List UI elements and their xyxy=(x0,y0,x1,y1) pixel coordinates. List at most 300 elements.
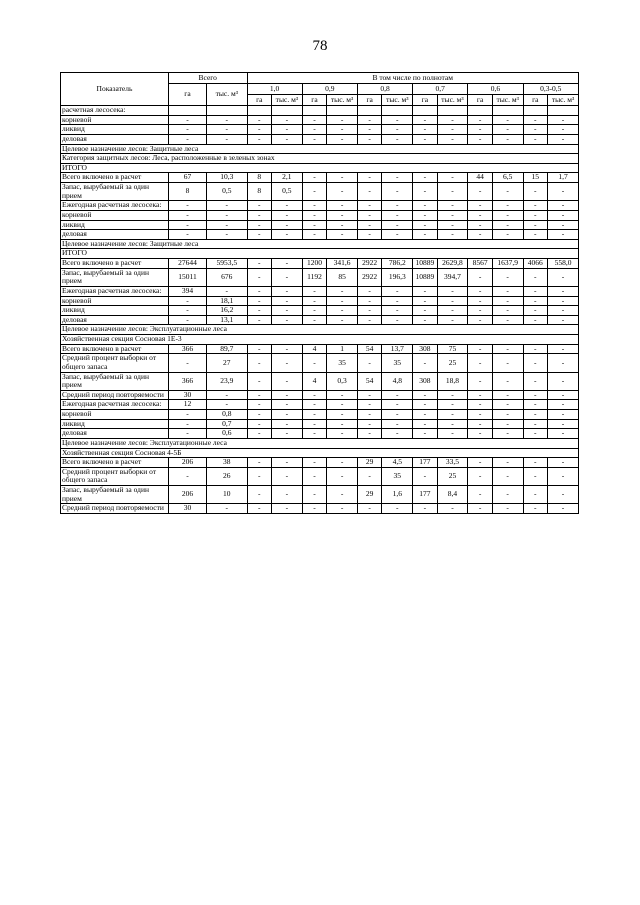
cell-value: - xyxy=(468,372,493,390)
cell-value: - xyxy=(523,410,548,420)
cell-value: - xyxy=(382,306,413,316)
row-label: ликвид xyxy=(61,419,169,429)
table-row xyxy=(61,286,579,296)
cell-value: 1 xyxy=(327,344,358,354)
cell-value: - xyxy=(382,201,413,211)
table-row xyxy=(61,486,579,504)
cell-value: - xyxy=(327,467,358,485)
cell-value: - xyxy=(168,115,206,125)
cell-value: 75 xyxy=(437,344,468,354)
cell-value: - xyxy=(492,115,523,125)
cell-value: - xyxy=(357,230,382,240)
cell-value: 67 xyxy=(168,173,206,183)
section-row xyxy=(61,249,579,259)
cell-value: - xyxy=(272,419,303,429)
cell-value: 2922 xyxy=(357,259,382,269)
cell-value: - xyxy=(207,201,247,211)
row-label: Ежегодная расчетная лесосека: xyxy=(61,286,169,296)
cell-value: - xyxy=(247,201,272,211)
cell-value: - xyxy=(272,115,303,125)
cell-value: - xyxy=(413,115,438,125)
cell-value: - xyxy=(523,372,548,390)
cell-value: 2629,8 xyxy=(437,259,468,269)
cell-value: 308 xyxy=(413,344,438,354)
section-title: ИТОГО xyxy=(61,163,579,173)
table-row xyxy=(61,210,579,220)
table-row xyxy=(61,106,579,116)
cell-value: - xyxy=(413,134,438,144)
cell-value: 2922 xyxy=(357,268,382,286)
header-density: 0,6 xyxy=(468,84,523,95)
cell-value: - xyxy=(327,230,358,240)
cell-value: - xyxy=(492,504,523,514)
cell-value: 10 xyxy=(207,486,247,504)
cell-value: - xyxy=(207,286,247,296)
table-row xyxy=(61,306,579,316)
section-title: Хозяйственная секция Сосновая 1Е-3 xyxy=(61,335,579,345)
cell-value: - xyxy=(437,201,468,211)
cell-value: 8 xyxy=(247,173,272,183)
cell-value: - xyxy=(302,354,327,372)
cell-value: - xyxy=(382,286,413,296)
cell-value: 177 xyxy=(413,458,438,468)
cell-value: - xyxy=(357,315,382,325)
cell-value: - xyxy=(492,210,523,220)
row-label: Всего включено в расчет xyxy=(61,259,169,269)
cell-value: - xyxy=(272,410,303,420)
cell-value: - xyxy=(382,220,413,230)
cell-value: - xyxy=(327,504,358,514)
cell-value: - xyxy=(382,296,413,306)
cell-value: - xyxy=(523,400,548,410)
cell-value: - xyxy=(272,306,303,316)
cell-value: - xyxy=(413,230,438,240)
cell-value: - xyxy=(357,467,382,485)
cell-value: - xyxy=(302,419,327,429)
cell-value: - xyxy=(168,230,206,240)
cell-value: - xyxy=(327,315,358,325)
cell-value: - xyxy=(247,410,272,420)
cell-value: - xyxy=(247,458,272,468)
cell-value: - xyxy=(437,134,468,144)
table-header xyxy=(61,73,579,106)
cell-value: 1192 xyxy=(302,268,327,286)
header-density: 0,8 xyxy=(357,84,412,95)
cell-value xyxy=(327,106,358,116)
cell-value xyxy=(523,106,548,116)
cell-value: 13,7 xyxy=(382,344,413,354)
cell-value: - xyxy=(437,306,468,316)
cell-value: - xyxy=(468,419,493,429)
cell-value: - xyxy=(548,115,579,125)
cell-value: - xyxy=(327,458,358,468)
cell-value: 30 xyxy=(168,390,206,400)
cell-value: 27644 xyxy=(168,259,206,269)
cell-value: - xyxy=(382,504,413,514)
cell-value: - xyxy=(302,486,327,504)
cell-value: - xyxy=(302,230,327,240)
section-row xyxy=(61,144,579,154)
cell-value: 0,3 xyxy=(327,372,358,390)
header-unit-ha: га xyxy=(302,95,327,106)
cell-value: 8 xyxy=(247,183,272,201)
cell-value: - xyxy=(382,115,413,125)
cell-value: - xyxy=(413,400,438,410)
cell-value: - xyxy=(468,315,493,325)
cell-value: - xyxy=(302,210,327,220)
cell-value: 6,5 xyxy=(492,173,523,183)
cell-value: - xyxy=(168,210,206,220)
cell-value: - xyxy=(327,115,358,125)
cell-value: - xyxy=(548,125,579,135)
cell-value: 15011 xyxy=(168,268,206,286)
cell-value: - xyxy=(548,306,579,316)
cell-value: - xyxy=(302,134,327,144)
cell-value: - xyxy=(382,183,413,201)
row-label: расчетная лесосека: xyxy=(61,106,169,116)
cell-value xyxy=(468,106,493,116)
cell-value: - xyxy=(272,315,303,325)
cell-value: - xyxy=(492,419,523,429)
cell-value: - xyxy=(247,220,272,230)
cell-value: - xyxy=(302,201,327,211)
cell-value: - xyxy=(272,372,303,390)
cell-value: 33,5 xyxy=(437,458,468,468)
cell-value: - xyxy=(492,400,523,410)
header-total-m3: тыс. м³ xyxy=(207,84,247,106)
cell-value: - xyxy=(492,429,523,439)
table-row xyxy=(61,115,579,125)
cell-value: - xyxy=(327,390,358,400)
cell-value: - xyxy=(247,210,272,220)
cell-value: 8 xyxy=(168,183,206,201)
cell-value: - xyxy=(247,230,272,240)
cell-value: - xyxy=(272,125,303,135)
cell-value: - xyxy=(327,173,358,183)
cell-value: - xyxy=(437,315,468,325)
header-density: 1,0 xyxy=(247,84,302,95)
cell-value: - xyxy=(327,125,358,135)
cell-value: 4,5 xyxy=(382,458,413,468)
cell-value: - xyxy=(382,410,413,420)
cell-value: - xyxy=(548,268,579,286)
row-label: Запас, вырубаемый за один прием xyxy=(61,372,169,390)
cell-value: - xyxy=(468,344,493,354)
table-row xyxy=(61,296,579,306)
cell-value: - xyxy=(523,467,548,485)
cell-value: - xyxy=(468,306,493,316)
cell-value: 35 xyxy=(382,354,413,372)
cell-value: - xyxy=(327,210,358,220)
row-label: Ежегодная расчетная лесосека: xyxy=(61,400,169,410)
cell-value: - xyxy=(247,134,272,144)
cell-value: - xyxy=(272,268,303,286)
cell-value: - xyxy=(468,504,493,514)
cell-value: 13,1 xyxy=(207,315,247,325)
cell-value: 12 xyxy=(168,400,206,410)
cell-value: - xyxy=(327,286,358,296)
cell-value: - xyxy=(492,183,523,201)
cell-value: - xyxy=(247,400,272,410)
cell-value: 10,3 xyxy=(207,173,247,183)
cell-value: - xyxy=(357,296,382,306)
cell-value xyxy=(357,106,382,116)
cell-value: - xyxy=(357,400,382,410)
cell-value: - xyxy=(247,467,272,485)
cell-value: 366 xyxy=(168,372,206,390)
cell-value: - xyxy=(492,134,523,144)
cell-value: - xyxy=(548,429,579,439)
cell-value: - xyxy=(548,486,579,504)
cell-value: - xyxy=(272,286,303,296)
table-row xyxy=(61,458,579,468)
cell-value: - xyxy=(247,372,272,390)
cell-value: - xyxy=(357,125,382,135)
cell-value: - xyxy=(272,344,303,354)
cell-value: 54 xyxy=(357,344,382,354)
cell-value: - xyxy=(523,210,548,220)
cell-value: - xyxy=(207,125,247,135)
cell-value: - xyxy=(327,183,358,201)
cell-value: - xyxy=(548,344,579,354)
cell-value: - xyxy=(468,354,493,372)
cell-value: - xyxy=(523,268,548,286)
cell-value: - xyxy=(523,486,548,504)
cell-value: 29 xyxy=(357,486,382,504)
cell-value: 16,2 xyxy=(207,306,247,316)
cell-value: - xyxy=(272,201,303,211)
header-unit-ha: га xyxy=(357,95,382,106)
cell-value: - xyxy=(523,458,548,468)
cell-value: - xyxy=(382,419,413,429)
cell-value: 54 xyxy=(357,372,382,390)
header-unit-ha: га xyxy=(247,95,272,106)
row-label: ликвид xyxy=(61,125,169,135)
cell-value: 0,5 xyxy=(207,183,247,201)
cell-value: - xyxy=(492,220,523,230)
row-label: Всего включено в расчет xyxy=(61,173,169,183)
cell-value: 366 xyxy=(168,344,206,354)
cell-value: - xyxy=(492,344,523,354)
cell-value: - xyxy=(548,230,579,240)
cell-value: - xyxy=(302,115,327,125)
cell-value: - xyxy=(247,286,272,296)
table-row xyxy=(61,410,579,420)
cell-value: 308 xyxy=(413,372,438,390)
table-row xyxy=(61,134,579,144)
cell-value xyxy=(168,106,206,116)
cell-value: 206 xyxy=(168,486,206,504)
cell-value: - xyxy=(207,115,247,125)
cell-value: - xyxy=(437,504,468,514)
cell-value: - xyxy=(437,210,468,220)
cell-value: - xyxy=(468,390,493,400)
section-title: Целевое назначение лесов: Защитные леса xyxy=(61,144,579,154)
header-density: 0,7 xyxy=(413,84,468,95)
cell-value: - xyxy=(492,372,523,390)
cell-value: 1,6 xyxy=(382,486,413,504)
cell-value: 18,1 xyxy=(207,296,247,306)
cell-value: - xyxy=(327,201,358,211)
cell-value: - xyxy=(548,467,579,485)
cell-value: - xyxy=(548,201,579,211)
cell-value: - xyxy=(207,134,247,144)
cell-value: 8,4 xyxy=(437,486,468,504)
cell-value: - xyxy=(492,286,523,296)
table-body xyxy=(61,106,579,514)
cell-value: - xyxy=(357,210,382,220)
cell-value: 4 xyxy=(302,344,327,354)
section-row xyxy=(61,448,579,458)
cell-value: 341,6 xyxy=(327,259,358,269)
cell-value: - xyxy=(492,315,523,325)
cell-value: - xyxy=(247,354,272,372)
cell-value: - xyxy=(357,134,382,144)
cell-value: - xyxy=(437,286,468,296)
cell-value: 38 xyxy=(207,458,247,468)
cell-value: - xyxy=(548,419,579,429)
cell-value: - xyxy=(357,201,382,211)
cell-value: - xyxy=(302,183,327,201)
cell-value: - xyxy=(413,183,438,201)
cell-value xyxy=(247,106,272,116)
cell-value: - xyxy=(327,419,358,429)
cell-value: - xyxy=(357,286,382,296)
header-total-ha: га xyxy=(168,84,206,106)
cell-value: 25 xyxy=(437,467,468,485)
table-row xyxy=(61,268,579,286)
cell-value: - xyxy=(523,306,548,316)
cell-value: - xyxy=(548,183,579,201)
cell-value: - xyxy=(437,410,468,420)
cell-value: - xyxy=(207,220,247,230)
row-label: Средний период повторяемости xyxy=(61,390,169,400)
section-row xyxy=(61,239,579,249)
cell-value: - xyxy=(247,390,272,400)
cell-value: - xyxy=(437,230,468,240)
section-title: Целевое назначение лесов: Защитные леса xyxy=(61,239,579,249)
cell-value: - xyxy=(247,125,272,135)
header-unit-m3: тыс. м³ xyxy=(382,95,413,106)
cell-value: - xyxy=(272,467,303,485)
cell-value: - xyxy=(247,115,272,125)
header-density: 0,9 xyxy=(302,84,357,95)
cell-value: - xyxy=(413,220,438,230)
table-row xyxy=(61,220,579,230)
cell-value: 1637,9 xyxy=(492,259,523,269)
cell-value: - xyxy=(523,115,548,125)
section-row xyxy=(61,163,579,173)
cell-value: - xyxy=(437,419,468,429)
cell-value: - xyxy=(523,429,548,439)
header-unit-m3: тыс. м³ xyxy=(272,95,303,106)
row-label: корневой xyxy=(61,410,169,420)
cell-value: - xyxy=(468,400,493,410)
cell-value: - xyxy=(548,410,579,420)
cell-value: 394 xyxy=(168,286,206,296)
cell-value: - xyxy=(413,296,438,306)
cell-value: - xyxy=(548,296,579,306)
cell-value: - xyxy=(327,410,358,420)
cell-value: - xyxy=(357,354,382,372)
cell-value: 0,6 xyxy=(207,429,247,439)
cell-value xyxy=(413,106,438,116)
row-label: Запас, вырубаемый за один прием xyxy=(61,486,169,504)
cell-value: 44 xyxy=(468,173,493,183)
cell-value: - xyxy=(548,286,579,296)
cell-value: - xyxy=(327,296,358,306)
cell-value: - xyxy=(327,134,358,144)
cell-value: - xyxy=(327,306,358,316)
cell-value: - xyxy=(523,230,548,240)
section-row xyxy=(61,154,579,164)
cell-value: 676 xyxy=(207,268,247,286)
row-label: деловая xyxy=(61,429,169,439)
section-title: Целевое назначение лесов: Эксплуатационные леса xyxy=(61,325,579,335)
cell-value: - xyxy=(272,400,303,410)
row-label: Запас, вырубаемый за один прием xyxy=(61,183,169,201)
cell-value: - xyxy=(327,486,358,504)
cell-value: - xyxy=(207,400,247,410)
cell-value: - xyxy=(523,504,548,514)
cell-value: - xyxy=(168,467,206,485)
cell-value: - xyxy=(168,134,206,144)
cell-value: - xyxy=(468,286,493,296)
cell-value: - xyxy=(247,419,272,429)
cell-value: 89,7 xyxy=(207,344,247,354)
cell-value: - xyxy=(302,220,327,230)
cell-value: - xyxy=(272,210,303,220)
cell-value: - xyxy=(382,125,413,135)
row-label: корневой xyxy=(61,296,169,306)
cell-value: 18,8 xyxy=(437,372,468,390)
cell-value: - xyxy=(357,183,382,201)
cell-value: - xyxy=(382,390,413,400)
cell-value: 29 xyxy=(357,458,382,468)
cell-value: - xyxy=(468,296,493,306)
cell-value: - xyxy=(437,400,468,410)
cell-value: - xyxy=(413,419,438,429)
header-total: Всего xyxy=(168,73,247,84)
section-title: ИТОГО xyxy=(61,249,579,259)
cell-value: - xyxy=(272,486,303,504)
cell-value: - xyxy=(207,390,247,400)
cell-value: - xyxy=(302,467,327,485)
cell-value: - xyxy=(382,134,413,144)
table-row xyxy=(61,390,579,400)
cell-value xyxy=(302,106,327,116)
cell-value: - xyxy=(523,354,548,372)
cell-value: 5953,5 xyxy=(207,259,247,269)
cell-value xyxy=(492,106,523,116)
cell-value: - xyxy=(468,134,493,144)
section-title: Категория защитных лесов: Леса, расположенные в зеленых зонах xyxy=(61,154,579,164)
cell-value: - xyxy=(437,220,468,230)
cell-value: - xyxy=(468,115,493,125)
table-row xyxy=(61,419,579,429)
cell-value: 8567 xyxy=(468,259,493,269)
cell-value: - xyxy=(523,344,548,354)
cell-value: - xyxy=(468,230,493,240)
cell-value: 0,7 xyxy=(207,419,247,429)
cell-value: 23,9 xyxy=(207,372,247,390)
cell-value: - xyxy=(413,429,438,439)
cell-value: - xyxy=(413,173,438,183)
cell-value: - xyxy=(492,125,523,135)
cell-value: - xyxy=(168,429,206,439)
table-row xyxy=(61,315,579,325)
table-row xyxy=(61,125,579,135)
